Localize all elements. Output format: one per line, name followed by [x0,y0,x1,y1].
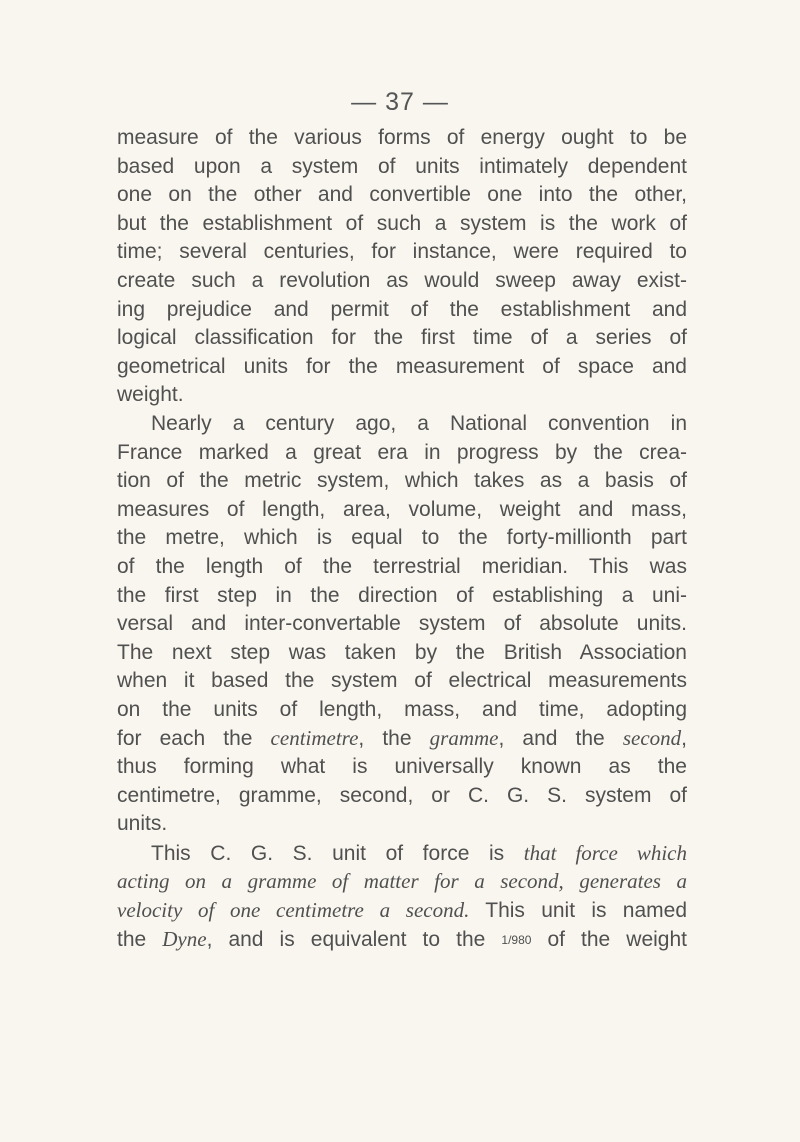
text-line: one on the other and convertible one into the other, [117,183,687,207]
text-fragment: the [117,927,163,951]
text-line-definition [117,839,687,868]
text-line: time; several centuries, for instance, were required to [117,240,687,264]
text-line: on the units of length, mass, and time, adopting [117,697,687,721]
text-line: logical classification for the first time of a series of [117,326,687,350]
italic-term-dyne: Dyne [162,926,207,951]
italic-term-second: second [622,726,682,751]
text-fragment: , [681,727,687,751]
text-line: when it based the system of electrical measurements [117,669,687,693]
text-line: measure of the various forms of energy ought to be [117,126,687,149]
text-fragment: of the weight [531,927,687,951]
text-line: the metre, which is equal to the forty-millionth part [117,526,687,550]
fraction: 1/980 [501,932,532,947]
text-line-definition [117,896,687,925]
italic-term-gramme: gramme [429,726,499,751]
text-line: tion of the metric system, which takes as a basis of [117,469,687,493]
text-fragment: for each the [117,727,271,751]
text-line: thus forming what is universally known as the [117,755,687,779]
text-line: based upon a system of units intimately dependent [117,154,687,178]
page-number: — 37 — [351,88,449,116]
text-fragment: , the [358,727,430,751]
text-line: geometrical units for the measurement of space and [117,354,687,378]
text-line: of the length of the terrestrial meridian. This was [117,554,687,578]
text-line-units [117,724,687,753]
text-fragment: This C. G. S. unit of force is [151,841,524,865]
italic-definition: velocity of one centimetre a second. [117,898,470,923]
text-fragment: , and the [498,727,623,751]
text-line: the first step in the direction of establishing a uni- [117,583,687,607]
text-line: weight. [117,383,184,407]
text-line-dyne [117,925,687,954]
text-fragment: , and is equivalent to the [206,927,502,951]
italic-definition: acting on a gramme of matter for a second, generates a [117,869,687,894]
text-line: ing prejudice and permit of the establishment and [117,297,687,321]
text-line: Nearly a century ago, a National convention in [151,411,687,435]
text-line: versal and inter-convertable system of absolute units. [117,612,687,636]
text-line: measures of length, area, volume, weight and mass, [117,497,687,521]
text-fragment: This unit is named [469,899,687,923]
text-line: but the establishment of such a system is the work of [117,211,687,235]
italic-definition: that force which [523,840,687,865]
text-line: The next step was taken by the British Association [117,640,687,664]
text-line-definition [117,867,687,896]
text-line: France marked a great era in progress by the crea- [117,440,687,464]
body-text [117,124,687,953]
text-line: create such a revolution as would sweep away exist- [117,268,687,292]
italic-term-centimetre: centimetre [270,726,359,751]
text-line: centimetre, gramme, second, or C. G. S. system of [117,783,687,807]
text-line: units. [117,812,168,836]
